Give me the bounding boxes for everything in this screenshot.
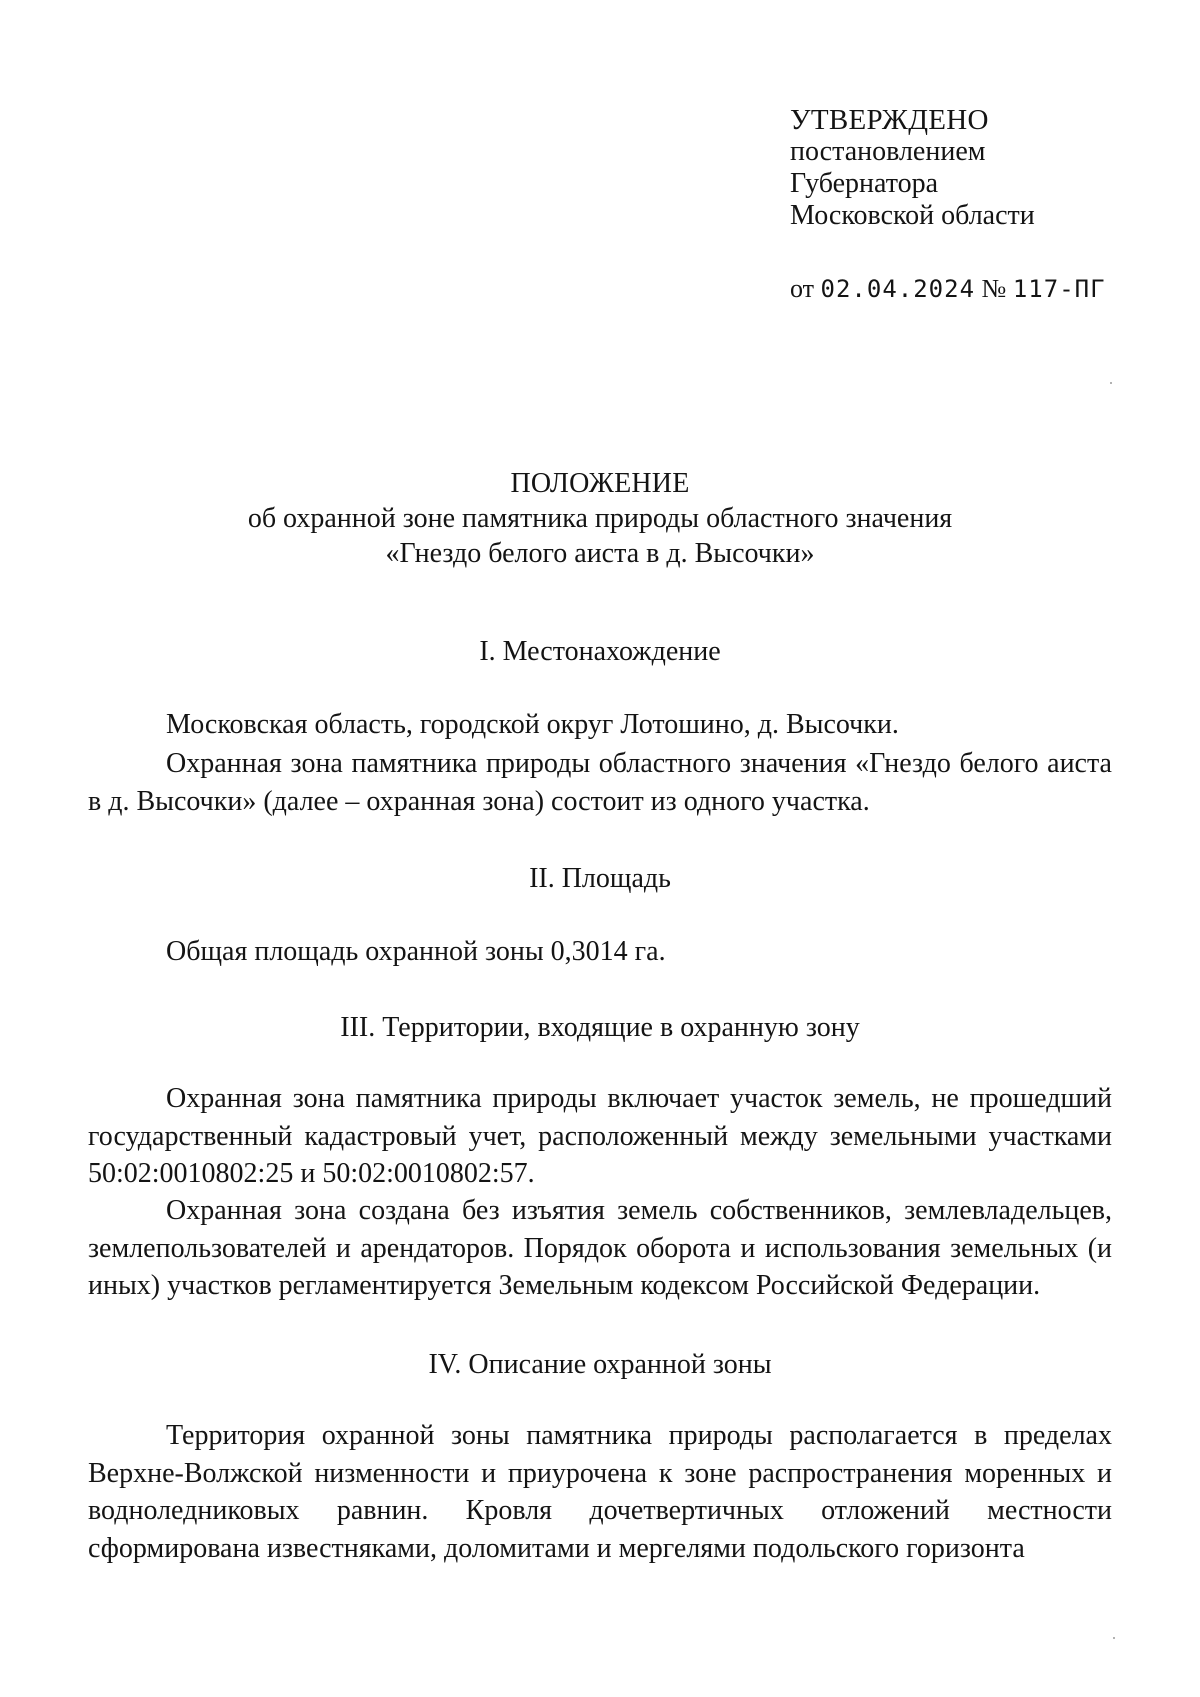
section-title-location: I. Местонахождение (479, 636, 721, 667)
document-subtitle-line-2: «Гнездо белого аиста в д. Высочки» (385, 538, 815, 569)
paragraph-territories-plot: Охранная зона памятника природы включает участок земель, не прошедший государственный кадастровый учет, расположенный между земельными участками 50:02:0010802:25 и 50:02:0010802:57. (88, 1083, 1112, 1189)
paragraph-area: Общая площадь охранной зоны 0,3014 га. (166, 936, 666, 967)
approval-line-governor: Губернатора (790, 168, 939, 199)
document-heading (0, 466, 1200, 571)
approval-date-line (790, 274, 1106, 304)
section-title-area: II. Площадь (529, 863, 671, 894)
approval-stamp-block (790, 104, 1035, 232)
paragraph-location-zone: Охранная зона памятника природы областного значения «Гнездо белого аиста в д. Высочки» (далее – охранная зона) состоит из одного участка. (88, 748, 1112, 817)
document-title: ПОЛОЖЕНИЕ (510, 468, 690, 499)
section-title-territories: III. Территории, входящие в охранную зону (340, 1012, 860, 1043)
section-title-description: IV. Описание охранной зоны (428, 1349, 772, 1380)
scan-speck (1113, 1637, 1115, 1639)
scan-speck (1110, 382, 1112, 384)
approval-date: 02.04.2024 (820, 275, 976, 303)
date-prefix: от (790, 274, 815, 303)
approval-line-region: Московской области (790, 200, 1035, 231)
number-sign: № (981, 274, 1007, 303)
approval-number: 117-ПГ (1012, 275, 1106, 303)
paragraph-territories-land-use: Охранная зона создана без изъятия земель собственников, землевладельцев, землепользователей и арендаторов. Порядок оборота и использования земельных (и иных) участков регламентируется Земельным кодексом Российской Федерации. (88, 1195, 1112, 1301)
approval-line-decree: постановлением (790, 136, 986, 167)
paragraph-description: Территория охранной зоны памятника природы располагается в пределах Верхне-Волжской низменности и приурочена к зоне распространения моренных и водноледниковых равнин. Кровля дочетвертичных отложений местности сформирована известняками, доломитами и мергелями подольского горизонта (88, 1420, 1112, 1564)
document-subtitle-line-1: об охранной зоне памятника природы областного значения (247, 503, 953, 534)
approval-title: УТВЕРЖДЕНО (790, 104, 989, 136)
paragraph-location-address: Московская область, городской округ Лотошино, д. Высочки. (166, 709, 899, 740)
